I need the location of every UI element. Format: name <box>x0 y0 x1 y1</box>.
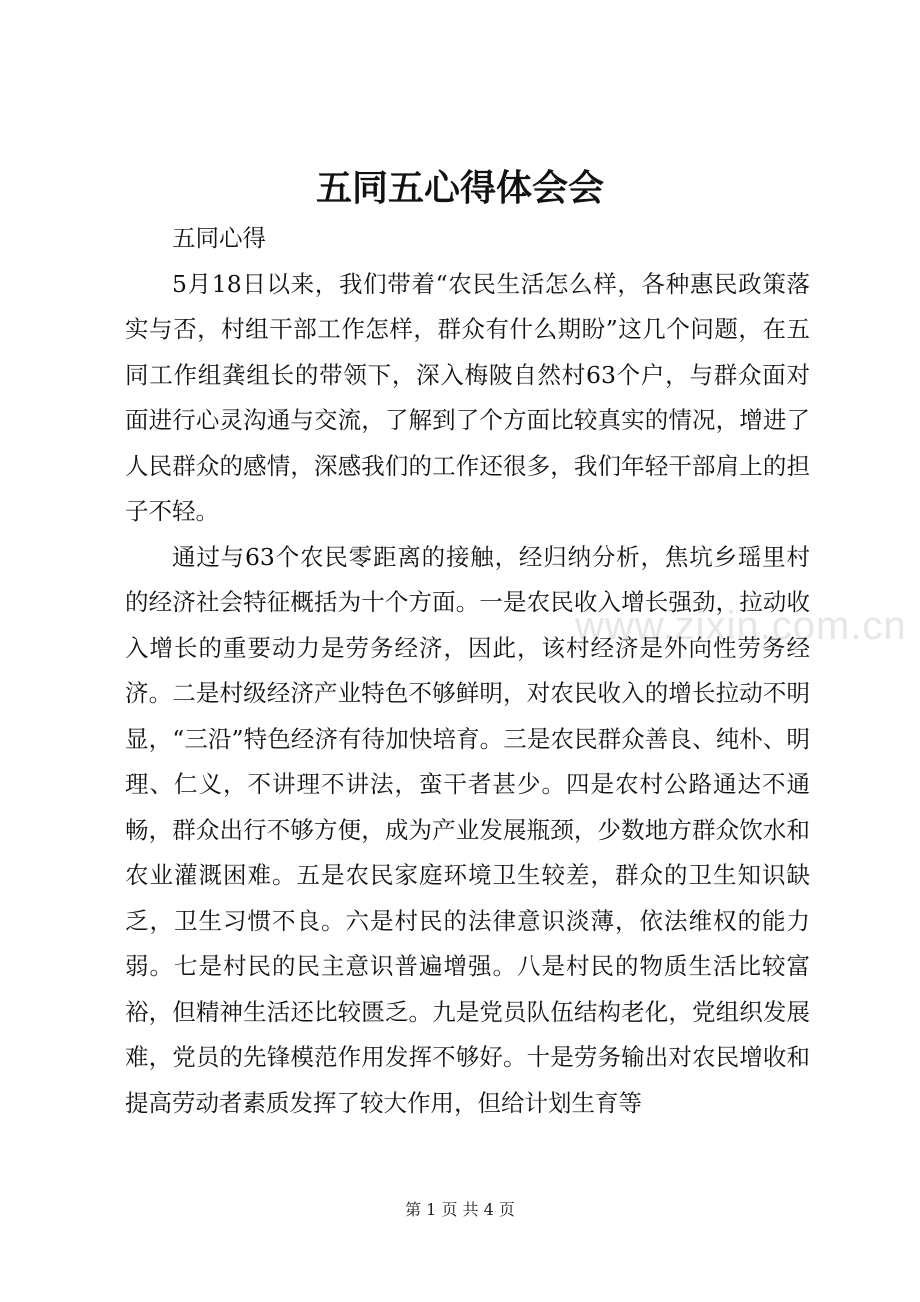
document-title: 五同五心得体会会 <box>315 167 604 209</box>
watermark: www.zixin.com.cn <box>575 604 907 648</box>
subtitle-paragraph: 五同心得 <box>172 224 266 252</box>
body-paragraph-2: 通过与63个农民零距离的接触，经归纳分析，焦坑乡瑶里村的经济社会特征概括为十个方面。一是农民收入增长强劲，拉动收入增长的重要动力是劳务经济，因此，该村经济是外向性劳务经济。二是村级经济产业特色不够鲜明，对农民收入的增长拉动不明显，“三沿”特色经济有待加快培育。三是农民群众善良、纯朴、明理、仁义，不讲理不讲法，蛮干者甚少。四是农村公路通达不通畅，群众出行不够方便，成为产业发展瓶颈，少数地方群众饮水和农业灌溉困难。五是农民家庭环境卫生较差，群众的卫生知识缺乏，卫生习惯不良。六是村民的法律意识淡薄，依法维权的能力弱。七是村民的民主意识普遍增强。八是村民的物质生活比较富裕，但精神生活还比较匮乏。九是党员队伍结构老化，党组织发展难，党员的先锋模范作用发挥不够好。十是劳务输出对农民增收和提高劳动者素质发挥了较大作用，但给计划生育等 <box>125 542 810 1117</box>
body-paragraph-1: 5月18日以来，我们带着“农民生活怎么样，各种惠民政策落实与否，村组干部工作怎样，群众有什么期盼”这几个问题，在五同工作组龚组长的带领下，深入梅陂自然村63个户，与群众面对面进行心灵沟通与交流，了解到了个方面比较真实的情况，增进了人民群众的感情，深感我们的工作还很多，我们年轻干部肩上的担子不轻。 <box>125 269 810 525</box>
document-body <box>125 216 810 1126</box>
page-footer: 第 1 页 共 4 页 <box>405 1200 515 1219</box>
